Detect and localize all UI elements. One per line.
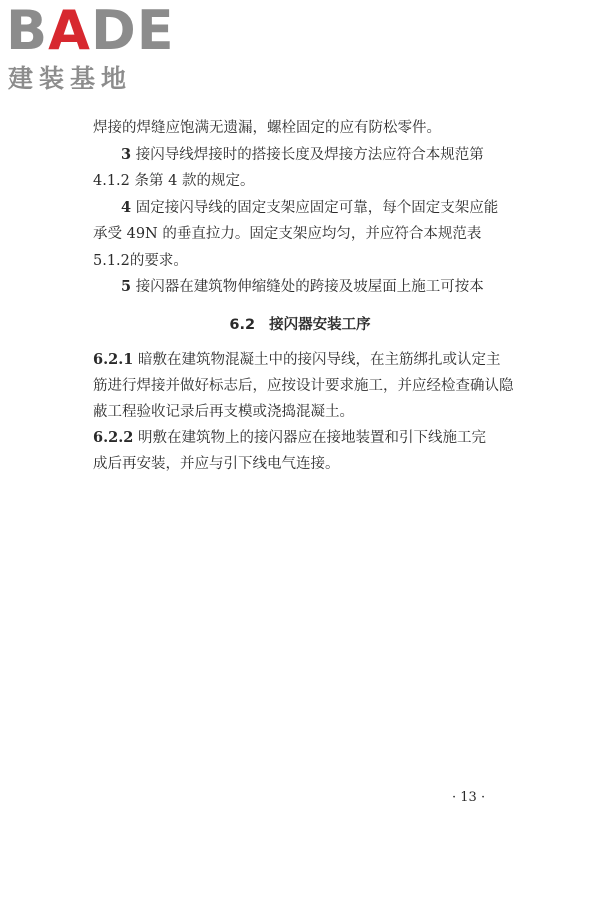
body-line: 承受 49N 的垂直拉力。固定支架应均匀，并应符合本规范表 <box>93 226 482 242</box>
section-title: 接闪器安装工序 <box>269 317 371 333</box>
list-item-5: 5 接闪器在建筑物伸缩缝处的跨接及坡屋面上施工可按本 <box>121 278 484 295</box>
body-line: 筋进行焊接并做好标志后，应按设计要求施工，并应经检查确认隐 <box>93 378 514 394</box>
body-line: 焊接的焊缝应饱满无遗漏，螺栓固定的应有防松零件。 <box>93 120 441 136</box>
clause-6-2-2: 6.2.2 明敷在建筑物上的接闪器应在接地装置和引下线施工完 <box>93 429 486 446</box>
clause-number: 6.2.2 <box>93 429 134 446</box>
list-item-4: 4 固定接闪导线的固定支架应固定可靠，每个固定支架应能 <box>121 199 499 216</box>
body-line: 蔽工程验收记录后再支模或浇捣混凝土。 <box>93 404 354 420</box>
clause-number: 6.2.1 <box>93 351 134 368</box>
bade-logo <box>6 0 176 94</box>
logo-subtitle: 建装基地 <box>8 64 133 93</box>
body-line: 5.1.2的要求。 <box>93 253 188 269</box>
logo-wordmark: BADE <box>6 0 175 62</box>
list-item-3: 3 接闪导线焊接时的搭接长度及焊接方法应符合本规范第 <box>121 146 484 163</box>
item-number: 4 <box>121 199 132 216</box>
section-number: 6.2 <box>229 317 256 333</box>
page-number: · 13 · <box>452 790 486 805</box>
section-heading <box>0 318 600 333</box>
body-line: 成后再安装，并应与引下线电气连接。 <box>93 456 340 472</box>
item-number: 5 <box>121 278 132 295</box>
clause-6-2-1: 6.2.1 暗敷在建筑物混凝土中的接闪导线，在主筋绑扎或认定主 <box>93 351 501 368</box>
item-number: 3 <box>121 146 132 163</box>
body-line: 4.1.2 条第 4 款的规定。 <box>93 173 255 189</box>
